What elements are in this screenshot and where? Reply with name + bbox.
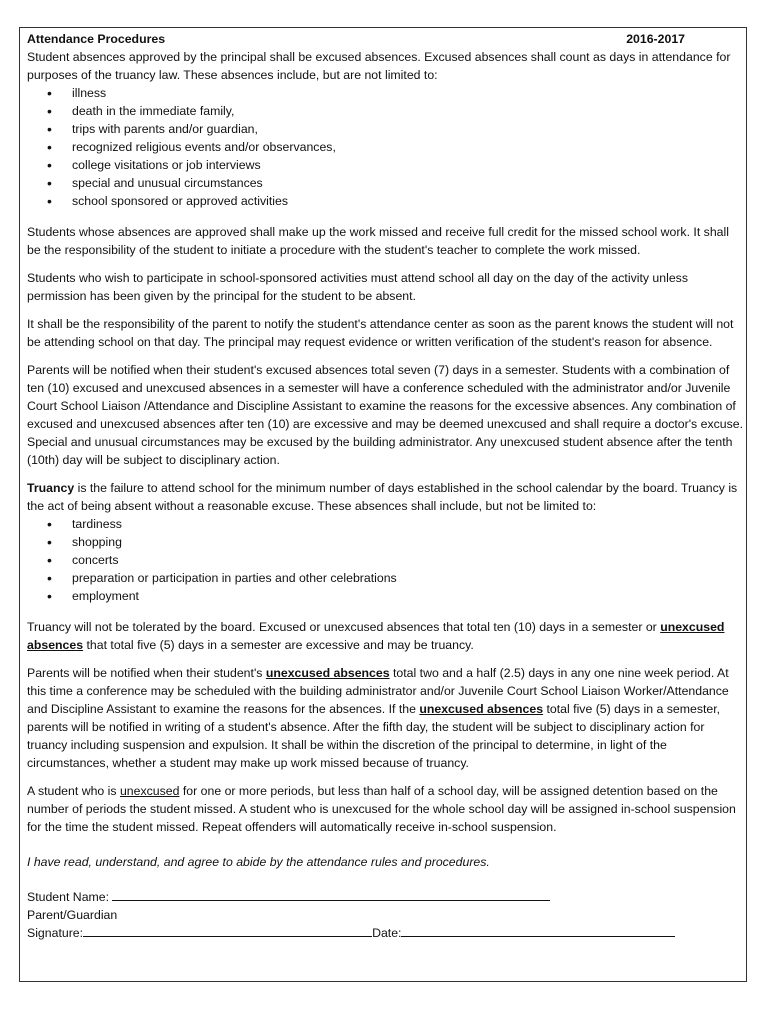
emphasis-unexcused-absences: unexcused absences xyxy=(27,620,725,652)
list-item: • college visitations or job interviews xyxy=(72,156,743,174)
notification-paragraph: Parents will be notified when their student's excused absences total seven (7) days in a semester. Students with a combination of ten (10) excused and unexcused absences in a semester will have a conference scheduled with the administrator and/or Juvenile Court School Liaison /Attendance and Discipline Assistant to examine the reasons for the excessive absences. Any combination of excused and unexcused absences after ten (10) are excessive and may be deemed unexcused and shall require a doctor's excuse. Special and unusual circumstances may be excused by the building administrator. Any unexcused student absence after the tenth (10th) day will be subject to disciplinary action. xyxy=(27,363,743,467)
list-item: • recognized religious events and/or observances, xyxy=(72,138,743,156)
list-item: • school sponsored or approved activities xyxy=(72,192,743,210)
signature-label: Signature: xyxy=(27,926,84,940)
truancy-term: Truancy xyxy=(27,481,75,495)
excused-absences-list xyxy=(27,84,743,210)
agreement-statement: I have read, understand, and agree to abide by the attendance rules and procedures. xyxy=(27,855,490,869)
text-run: Truancy will not be tolerated by the board. Excused or unexcused absences that total ten (10) days in a semester or xyxy=(27,620,661,634)
document-title: Attendance Procedures xyxy=(27,32,166,46)
tolerance-paragraph xyxy=(27,618,743,654)
list-item: • shopping xyxy=(72,533,743,551)
text-run: that total five (5) days in a semester are excessive and may be truancy. xyxy=(83,638,474,652)
signature-field[interactable] xyxy=(83,924,372,937)
makeup-work-paragraph: Students whose absences are approved shall make up the work missed and receive full credit for the missed school work. It shall be the responsibility of the student to initiate a procedure with the student's teacher to complete the work missed. xyxy=(27,225,729,257)
document-body xyxy=(27,30,743,942)
emphasis-unexcused: unexcused xyxy=(119,784,180,798)
text-run: A student who is xyxy=(27,784,120,798)
date-field[interactable] xyxy=(401,924,675,937)
signature-row xyxy=(27,924,743,942)
list-item: • illness xyxy=(72,84,743,102)
list-item: • preparation or participation in parties and other celebrations xyxy=(72,569,743,587)
emphasis-unexcused-absences: unexcused absences xyxy=(419,702,544,716)
text-run: Parents will be notified when their student's xyxy=(27,666,266,680)
truancy-list xyxy=(27,515,743,605)
date-label: Date: xyxy=(372,926,402,940)
text-run: total five (5) days in a semester, parents will be notified in writing of a student's absence. After the fifth day, the student will be subject to disciplinary action for truancy including suspension and expulsion. It shall be within the discretion of the principal to determine, in light of the circumstances, whether a student may make up work missed because of truancy. xyxy=(27,702,721,770)
list-item: • concerts xyxy=(72,551,743,569)
unexcused-notification-paragraph xyxy=(27,664,743,772)
list-item: • death in the immediate family, xyxy=(72,102,743,120)
list-item: • tardiness xyxy=(72,515,743,533)
truancy-definition-paragraph xyxy=(27,479,743,515)
intro-paragraph: Student absences approved by the principal shall be excused absences. Excused absences shall count as days in attendance for purposes of the truancy law. These absences include, but are not limited to: xyxy=(27,50,731,82)
student-name-row xyxy=(27,888,743,906)
document-header xyxy=(27,30,743,48)
student-name-field[interactable] xyxy=(112,888,550,901)
school-year: 2016-2017 xyxy=(626,32,685,46)
signature-block xyxy=(27,888,743,942)
parent-guardian-label: Parent/Guardian xyxy=(27,908,118,922)
parent-responsibility-paragraph: It shall be the responsibility of the parent to notify the student's attendance center as soon as the parent knows the student will not be attending school on that day. The principal may request evidence or written verification of the student's reason for absence. xyxy=(27,317,734,349)
emphasis-unexcused-absences: unexcused absences xyxy=(265,666,390,680)
list-item: • employment xyxy=(72,587,743,605)
list-item: • special and unusual circumstances xyxy=(72,174,743,192)
truancy-definition: is the failure to attend school for the minimum number of days established in the school calendar by the board. Truancy is the act of being absent without a reasonable excuse. These absences shall include, but not be limited to: xyxy=(27,481,738,513)
detention-paragraph xyxy=(27,782,743,836)
activities-paragraph: Students who wish to participate in school-sponsored activities must attend school all day on the day of the activity unless permission has been given by the principal for the student to be absent. xyxy=(27,271,688,303)
text-run: total two and a half (2.5) days in any one nine week period. At this time a conference may be scheduled with the building administrator and/or Juvenile Court School Liaison Worker/Attendance and Discipline Assistant to examine the reasons for the absences. If the xyxy=(27,666,729,716)
text-run: for one or more periods, but less than half of a school day, will be assigned detention based on the number of periods the student missed. A student who is unexcused for the whole school day will be assigned in-school suspension for the time the student missed. Repeat offenders will automatically receive in-school suspension. xyxy=(27,784,736,834)
student-name-label: Student Name: xyxy=(27,890,110,904)
list-item: • trips with parents and/or guardian, xyxy=(72,120,743,138)
